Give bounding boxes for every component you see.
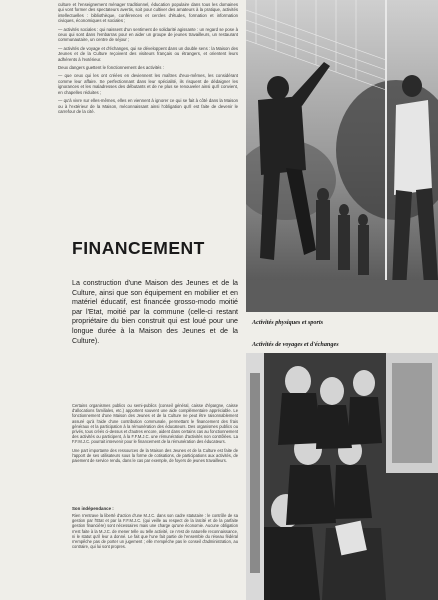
funding-paragraph: Une part importante des ressources de la Maison des Jeunes et de la Culture est faite de l'apport de ses utilisateurs sous la forme de cotisations, de participations aux activités, de paiement de service rendu, dans le cas par exemple, de foyers de jeunes travailleurs. [72,447,238,464]
activities-paragraph: — que ceux qui les ont créées en deviennent les maîtres d'eux-mêmes, les considérant comme leur affaire. Se perfectionnant dans leur spécialité, ils risquent de dédaigner les ignorances et les maladresses des débutants et de ne plus se renouveler ainsi qu'il convient, en chapelles réduites ; [58,73,238,95]
funding-lead-paragraph: La construction d'une Maison des Jeunes et de la Culture, ainsi que son équipement en mobilier et en matériel éducatif, est financée grosso-modo moitié par l'Etat, moitié par la commune (celle-ci restant propriétaire du bien construit qui est loué pour une longue durée à la Maison des Jeunes et de la Culture). [72,279,238,345]
independence-section [72,506,238,552]
independence-heading: Son indépendance : [72,506,114,511]
travel-photo [246,353,438,600]
travel-caption: Activités de voyages et d'échanges [252,341,339,348]
independence-paragraph: Rien n'entrave la liberté d'action d'une M.J.C. dans son cadre statutaire : le contrôle de sa gestion par l'Etat et par la F.F.M.J.C. (qui veille au respect de la laïcité et de la parfaite gestion financière) sont nécessaires mais une charge qu'une économie. Aucune obligation n'est faite à la M.J.C. de mener telle ou telle activité, ce n'est de naturelle reconnaissance, ni le statut qu'il leur a donné. Le fait que l'une fait partie de l'ensemble du réseau fédéral n'empêche pas de porter un jugement ; elle n'empêche pas le conseil d'administration, au contraire, qui lui sont propres. [72,513,238,550]
activities-paragraph: — activités sociales : qui naissent d'un sentiment de solidarité agissante : un regard se pose à ceux qui sont dans l'embarras pour en aider un groupe de jeunes travailleurs, un restaurant communautaire, un centre de séjour ; [58,26,238,43]
activities-paragraph: — qu'à vivre sur elles-mêmes, elles en viennent à ignorer ce qui se fait à côté dans la Maison ou à l'extérieur de la Maison, méconnaissant ainsi l'obligation qu'il est faite de devenir le carrefour de la cité. [58,98,238,114]
sports-photo-illustration [246,0,438,312]
sports-caption: Activités physiques et sports [252,319,323,326]
funding-heading: FINANCEMENT [72,238,205,258]
activities-paragraph: — activités de voyage et d'échanges, qui se développent dans un double sens : la Maison des Jeunes et de la Culture reçoivent des visiteurs français ou étrangers, et orientent leurs adhérents à l'extérieur. [58,45,238,62]
travel-photo-illustration [246,353,438,600]
activities-column [58,2,238,117]
funding-details [72,403,238,466]
funding-paragraph: Certains organismes publics ou semi-publics (conseil général, caisse d'épargne, caisse d'allocations familiales, etc.) apportent souvent une aide complémentaire appréciable. Le fonctionnement d'une Maison des Jeunes et de la Culture ne peut être raisonnablement assuré qu'à l'aide d'une contribution communale, permettant le financement des frais généraux et la participation à la rémunération des éducateurs. Des organismes publics ou privés, tous créés ci-dessus et d'autres encore, aident dans certains cas au fonctionnement des activités ou participent, à la F.F.M.J.C. une rémunération d'activités non contrôlées. La F.F.M.J.C. pourrait intervenir pour le financement de la rémunération des éducateurs. [72,403,238,445]
activities-paragraph: Deux dangers guettent le fonctionnement des activités : [58,65,164,71]
activities-paragraph: culture et l'enseignement ménager traditionnel, éducation populaire dans tous les domaines qui vont former des spectateurs avertis, soit pour cultiver des amateurs à la pratique, activités intellectuelles : bibliothèque, conférences et cercles d'études, formation et information civiques, économiques et sociales ; [58,2,238,24]
sports-photo [246,0,438,312]
